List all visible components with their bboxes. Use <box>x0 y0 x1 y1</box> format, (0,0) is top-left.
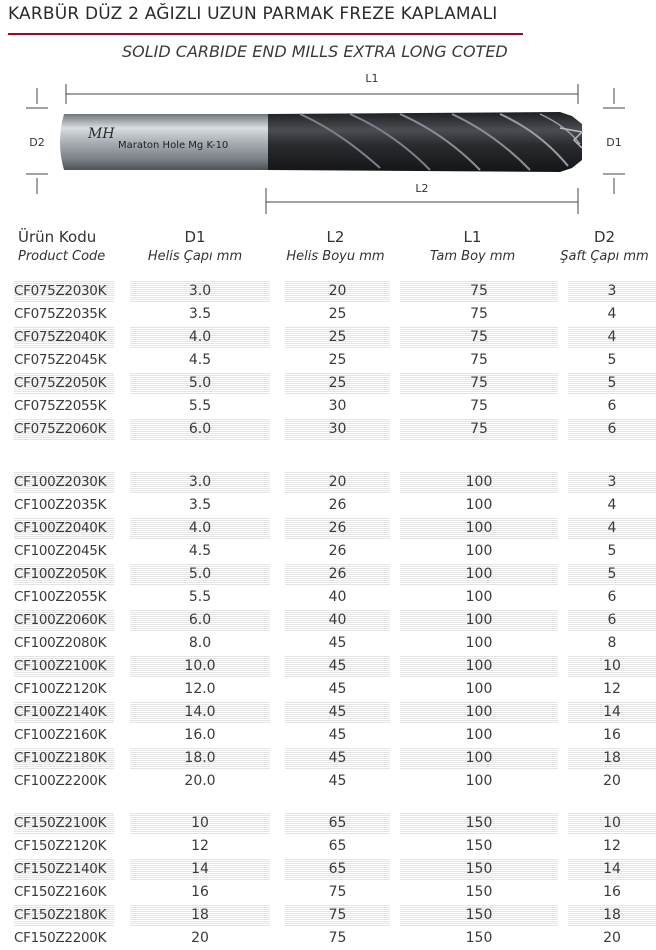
cell-d2: 4 <box>607 306 617 322</box>
cell-d2: 6 <box>607 398 617 414</box>
cell-l1: 100 <box>400 609 558 632</box>
cell-code: CF100Z2055K <box>14 589 107 605</box>
cell-d2: 20 <box>603 930 621 946</box>
cell-l1: 75 <box>400 418 558 441</box>
cell-code: CF075Z2035K <box>14 306 107 322</box>
tool-flutes <box>268 112 582 172</box>
cell-d1: 5.0 <box>130 372 270 395</box>
cell-code: CF100Z2050K <box>14 563 114 586</box>
cell-l2: 25 <box>328 352 347 368</box>
cell-code: CF150Z2160K <box>14 884 107 900</box>
page-title: KARBÜR DÜZ 2 AĞIZLI UZUN PARMAK FREZE KAPLAMALI <box>8 4 498 24</box>
cell-d1: 16.0 <box>184 727 216 743</box>
cell-d2: 16 <box>603 727 621 743</box>
cell-d2: 18 <box>568 747 656 770</box>
cell-l2: 45 <box>328 635 347 651</box>
cell-code: CF150Z2120K <box>14 838 107 854</box>
cell-l2: 40 <box>328 589 347 605</box>
table-row <box>0 927 656 950</box>
cell-l1: 100 <box>400 747 558 770</box>
header-l1-tr: L1 <box>463 228 482 246</box>
product-group-150 <box>0 812 656 950</box>
table-row <box>0 563 656 586</box>
cell-l1: 150 <box>465 930 493 946</box>
table-row <box>0 395 656 418</box>
end-mill-diagram <box>0 68 656 218</box>
cell-code: CF075Z2030K <box>14 280 114 303</box>
header-code-en: Product Code <box>18 249 106 264</box>
table-row <box>0 540 656 563</box>
cell-d1: 20 <box>191 930 209 946</box>
cell-d2: 20 <box>603 773 621 789</box>
d2-dimension <box>26 88 48 194</box>
cell-d1: 12 <box>191 838 209 854</box>
header-d1-tr: D1 <box>184 228 206 246</box>
cell-l2: 45 <box>328 681 347 697</box>
table-row <box>0 835 656 858</box>
cell-d2: 12 <box>603 681 621 697</box>
header-l1 <box>410 228 535 264</box>
d1-dimension <box>603 88 625 194</box>
table-row <box>0 372 656 395</box>
d1-label: D1 <box>606 136 622 149</box>
cell-l1: 100 <box>400 563 558 586</box>
cell-l1: 75 <box>470 306 488 322</box>
cell-d1: 5.0 <box>130 563 270 586</box>
cell-code: CF150Z2180K <box>14 904 114 927</box>
cell-l2: 30 <box>285 418 390 441</box>
cell-d1: 4.0 <box>130 517 270 540</box>
cell-l2: 40 <box>285 609 390 632</box>
cell-l1: 150 <box>465 884 493 900</box>
header-d1 <box>130 228 260 264</box>
header-d2 <box>553 228 656 264</box>
cell-d2: 6 <box>568 609 656 632</box>
cell-d2: 10 <box>568 655 656 678</box>
table-row <box>0 280 656 303</box>
cell-d2: 12 <box>603 838 621 854</box>
table-row <box>0 770 656 793</box>
title-underline <box>8 33 523 35</box>
table-row <box>0 303 656 326</box>
cell-l1: 100 <box>400 655 558 678</box>
cell-l1: 100 <box>465 727 493 743</box>
header-d2-tr: D2 <box>593 228 616 246</box>
cell-l2: 25 <box>328 306 347 322</box>
page-subtitle: SOLID CARBIDE END MILLS EXTRA LONG COTED <box>122 42 508 61</box>
table-row <box>0 586 656 609</box>
cell-d2: 4 <box>568 326 656 349</box>
cell-d1: 5.5 <box>188 398 212 414</box>
tool-shank <box>60 114 268 170</box>
table-row <box>0 747 656 770</box>
table-row <box>0 326 656 349</box>
cell-l1: 100 <box>465 589 493 605</box>
cell-l2: 45 <box>328 773 347 789</box>
cell-code: CF150Z2100K <box>14 812 114 835</box>
cell-d2: 6 <box>568 418 656 441</box>
header-d1-en: Helis Çapı mm <box>147 249 243 264</box>
product-group-100 <box>0 471 656 793</box>
cell-l1: 100 <box>465 773 493 789</box>
cell-l1: 75 <box>400 372 558 395</box>
cell-l1: 150 <box>400 904 558 927</box>
cell-d1: 6.0 <box>130 418 270 441</box>
table-row <box>0 881 656 904</box>
l1-label: L1 <box>365 72 379 85</box>
brand-logo: MH <box>88 126 115 142</box>
cell-l1: 100 <box>465 681 493 697</box>
l2-dimension <box>266 182 578 214</box>
cell-l2: 45 <box>285 701 390 724</box>
l1-dimension <box>66 72 578 104</box>
cell-d2: 18 <box>568 904 656 927</box>
table-row <box>0 349 656 372</box>
cell-code: CF150Z2200K <box>14 930 107 946</box>
cell-l1: 150 <box>400 812 558 835</box>
cell-d1: 16 <box>191 884 209 900</box>
cell-d1: 10 <box>130 812 270 835</box>
d2-label: D2 <box>29 136 45 149</box>
cell-code: CF100Z2160K <box>14 727 107 743</box>
cell-code: CF100Z2120K <box>14 681 107 697</box>
cell-code: CF075Z2040K <box>14 326 114 349</box>
cell-code: CF100Z2200K <box>14 773 107 789</box>
l2-label: L2 <box>415 182 429 195</box>
cell-d1: 4.0 <box>130 326 270 349</box>
cell-d1: 5.5 <box>188 589 212 605</box>
cell-l2: 65 <box>328 838 347 854</box>
cell-d1: 14.0 <box>130 701 270 724</box>
cell-code: CF150Z2140K <box>14 858 114 881</box>
header-d2-en: Şaft Çapı mm <box>560 249 649 264</box>
cell-d1: 20.0 <box>184 773 216 789</box>
table-row <box>0 812 656 835</box>
cell-d2: 4 <box>607 497 617 513</box>
cell-l2: 45 <box>285 655 390 678</box>
cell-d2: 5 <box>607 352 617 368</box>
cell-d2: 14 <box>568 858 656 881</box>
table-row <box>0 678 656 701</box>
cell-l2: 45 <box>285 747 390 770</box>
cell-l2: 65 <box>285 858 390 881</box>
cell-code: CF075Z2045K <box>14 352 107 368</box>
cell-d2: 3 <box>568 471 656 494</box>
cell-code: CF100Z2030K <box>14 471 114 494</box>
cell-d1: 3.0 <box>130 471 270 494</box>
cell-d1: 3.0 <box>130 280 270 303</box>
table-row <box>0 655 656 678</box>
header-l1-en: Tam Boy mm <box>429 249 516 264</box>
header-product-code <box>18 228 138 264</box>
cell-code: CF100Z2040K <box>14 517 114 540</box>
cell-l1: 75 <box>470 352 488 368</box>
cell-l1: 100 <box>400 701 558 724</box>
cell-l2: 25 <box>285 326 390 349</box>
cell-d1: 14 <box>130 858 270 881</box>
cell-d2: 5 <box>568 563 656 586</box>
cell-l1: 150 <box>400 858 558 881</box>
cell-code: CF100Z2140K <box>14 701 114 724</box>
table-row <box>0 471 656 494</box>
cell-l2: 26 <box>285 517 390 540</box>
cell-code: CF075Z2050K <box>14 372 114 395</box>
table-row <box>0 701 656 724</box>
cell-l1: 75 <box>470 398 488 414</box>
cell-l1: 150 <box>465 838 493 854</box>
table-row <box>0 858 656 881</box>
header-code-tr: Ürün Kodu <box>18 228 97 246</box>
cell-d1: 18.0 <box>130 747 270 770</box>
cell-d2: 8 <box>607 635 617 651</box>
table-row <box>0 632 656 655</box>
cell-code: CF100Z2100K <box>14 655 114 678</box>
cell-d2: 16 <box>603 884 621 900</box>
table-row <box>0 609 656 632</box>
table-row <box>0 418 656 441</box>
cell-d1: 4.5 <box>188 352 212 368</box>
cell-l1: 100 <box>400 471 558 494</box>
header-l2-en: Helis Boyu mm <box>286 249 385 264</box>
cell-code: CF100Z2045K <box>14 543 107 559</box>
cell-code: CF100Z2180K <box>14 747 114 770</box>
cell-code: CF075Z2055K <box>14 398 107 414</box>
cell-l1: 75 <box>400 326 558 349</box>
cell-l1: 75 <box>400 280 558 303</box>
cell-l2: 45 <box>328 727 347 743</box>
table-row <box>0 494 656 517</box>
header-l2 <box>278 228 393 264</box>
cell-d2: 6 <box>607 589 617 605</box>
cell-l2: 65 <box>285 812 390 835</box>
cell-d1: 8.0 <box>188 635 212 651</box>
cell-d1: 12.0 <box>184 681 216 697</box>
cell-l1: 100 <box>465 497 493 513</box>
cell-l2: 26 <box>285 563 390 586</box>
cell-d1: 4.5 <box>188 543 212 559</box>
product-group-75 <box>0 280 656 441</box>
table-row <box>0 724 656 747</box>
cell-code: CF100Z2060K <box>14 609 114 632</box>
table-row <box>0 517 656 540</box>
cell-d1: 6.0 <box>130 609 270 632</box>
shank-engraving: Maraton Hole Mg K-10 <box>118 140 229 151</box>
cell-code: CF075Z2060K <box>14 418 114 441</box>
cell-l2: 75 <box>328 884 347 900</box>
cell-d1: 3.5 <box>188 497 212 513</box>
cell-l2: 25 <box>285 372 390 395</box>
cell-d2: 5 <box>607 543 617 559</box>
cell-d1: 18 <box>130 904 270 927</box>
header-l2-tr: L2 <box>326 228 345 246</box>
cell-l1: 100 <box>465 635 493 651</box>
cell-l1: 100 <box>465 543 493 559</box>
cell-d2: 3 <box>568 280 656 303</box>
cell-d1: 3.5 <box>188 306 212 322</box>
cell-l2: 75 <box>285 904 390 927</box>
cell-d2: 14 <box>568 701 656 724</box>
cell-d2: 5 <box>568 372 656 395</box>
cell-l2: 75 <box>328 930 347 946</box>
cell-l1: 100 <box>400 517 558 540</box>
cell-l2: 26 <box>328 497 347 513</box>
cell-code: CF100Z2080K <box>14 635 107 651</box>
cell-d2: 10 <box>568 812 656 835</box>
cell-d2: 4 <box>568 517 656 540</box>
cell-l2: 30 <box>328 398 347 414</box>
cell-d1: 10.0 <box>130 655 270 678</box>
cell-l2: 20 <box>285 280 390 303</box>
cell-l2: 20 <box>285 471 390 494</box>
cell-l2: 26 <box>328 543 347 559</box>
table-row <box>0 904 656 927</box>
cell-code: CF100Z2035K <box>14 497 107 513</box>
